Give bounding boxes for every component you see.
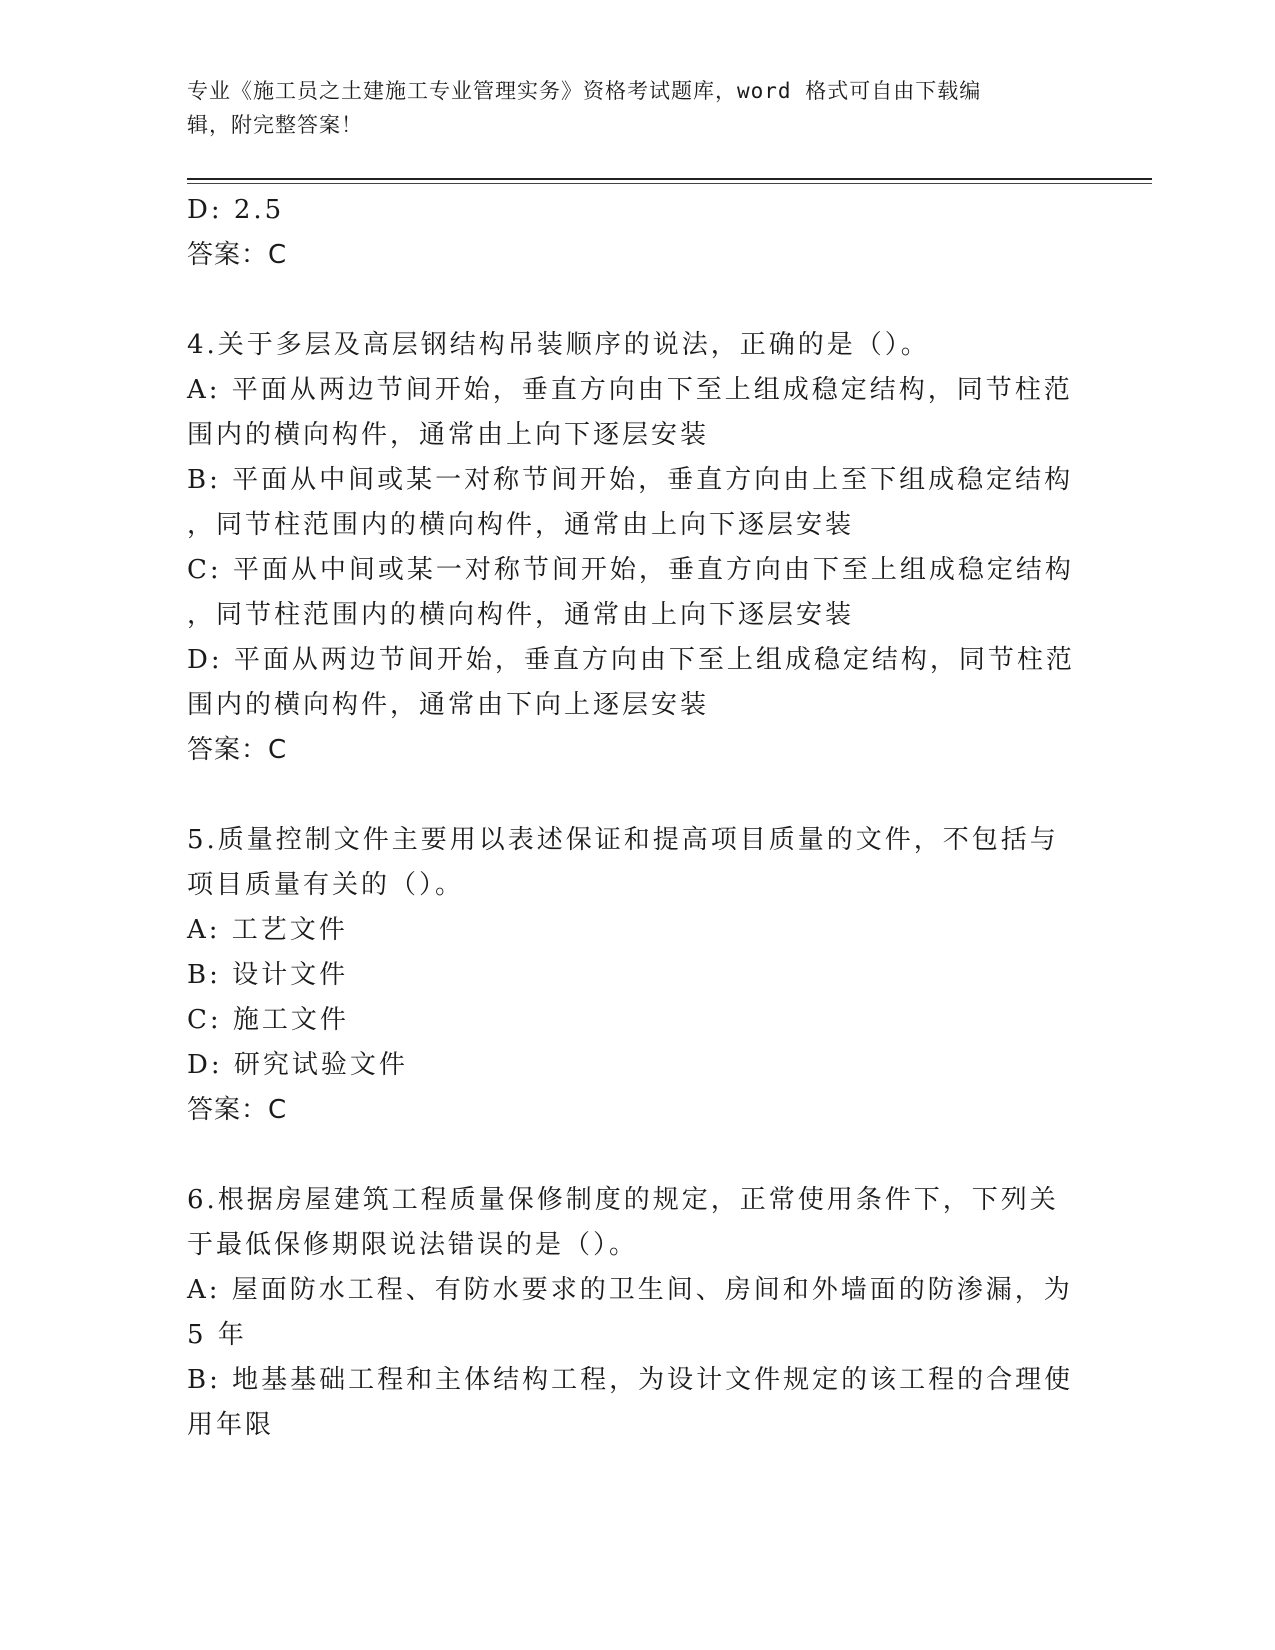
q4-answer: 答案：C xyxy=(187,735,288,765)
q5-answer: 答案：C xyxy=(187,1095,288,1125)
q5-stem-line-1: 5.质量控制文件主要用以表述保证和提高项目质量的文件，不包括与 xyxy=(187,825,1059,855)
q6-option-b-line-2: 用年限 xyxy=(187,1410,275,1440)
q6-option-a-line-1: A: 屋面防水工程、有防水要求的卫生间、房间和外墙面的防渗漏，为 xyxy=(187,1275,1073,1305)
spacer xyxy=(187,1133,1087,1178)
header-line-2: 辑，附完整答案！ xyxy=(187,113,363,137)
prev-option-d: D: 2.5 xyxy=(187,195,285,225)
q4-option-a-line-2: 围内的横向构件，通常由上向下逐层安装 xyxy=(187,420,710,450)
question-5 xyxy=(187,818,1087,1133)
q6-option-a-line-2: 5 年 xyxy=(187,1320,247,1350)
prev-answer: 答案：C xyxy=(187,240,288,270)
q5-stem-line-2: 项目质量有关的（）。 xyxy=(187,870,465,900)
q4-option-a-line-1: A: 平面从两边节间开始，垂直方向由下至上组成稳定结构，同节柱范 xyxy=(187,375,1073,405)
q5-option-d: D: 研究试验文件 xyxy=(187,1050,408,1080)
q4-stem: 4.关于多层及高层钢结构吊装顺序的说法，正确的是（）。 xyxy=(187,330,930,360)
q4-option-d-line-1: D: 平面从两边节间开始，垂直方向由下至上组成稳定结构，同节柱范 xyxy=(187,645,1075,675)
q5-option-c: C: 施工文件 xyxy=(187,1005,349,1035)
q5-option-a: A: 工艺文件 xyxy=(187,915,348,945)
q4-option-c-line-2: ，同节柱范围内的横向构件，通常由上向下逐层安装 xyxy=(187,600,855,630)
question-6 xyxy=(187,1178,1087,1448)
spacer xyxy=(187,773,1087,818)
header-rule-thick xyxy=(187,178,1152,180)
q4-option-d-line-2: 围内的横向构件，通常由下向上逐层安装 xyxy=(187,690,710,720)
question-content xyxy=(187,188,1087,1448)
page-header xyxy=(187,74,1067,142)
header-line-1: 专业《施工员之土建施工专业管理实务》资格考试题库，word 格式可自由下载编 xyxy=(187,79,982,103)
spacer xyxy=(187,278,1087,323)
q5-option-b: B: 设计文件 xyxy=(187,960,349,990)
q6-option-b-line-1: B: 地基基础工程和主体结构工程，为设计文件规定的该工程的合理使 xyxy=(187,1365,1074,1395)
q4-option-c-line-1: C: 平面从中间或某一对称节间开始，垂直方向由下至上组成稳定结构 xyxy=(187,555,1074,585)
q6-stem-line-1: 6.根据房屋建筑工程质量保修制度的规定，正常使用条件下，下列关 xyxy=(187,1185,1059,1215)
q4-option-b-line-2: ，同节柱范围内的横向构件，通常由上向下逐层安装 xyxy=(187,510,855,540)
q6-stem-line-2: 于最低保修期限说法错误的是（）。 xyxy=(187,1230,639,1260)
question-4 xyxy=(187,323,1087,773)
q4-option-b-line-1: B: 平面从中间或某一对称节间开始，垂直方向由上至下组成稳定结构 xyxy=(187,465,1074,495)
header-rule-thin xyxy=(187,183,1152,184)
